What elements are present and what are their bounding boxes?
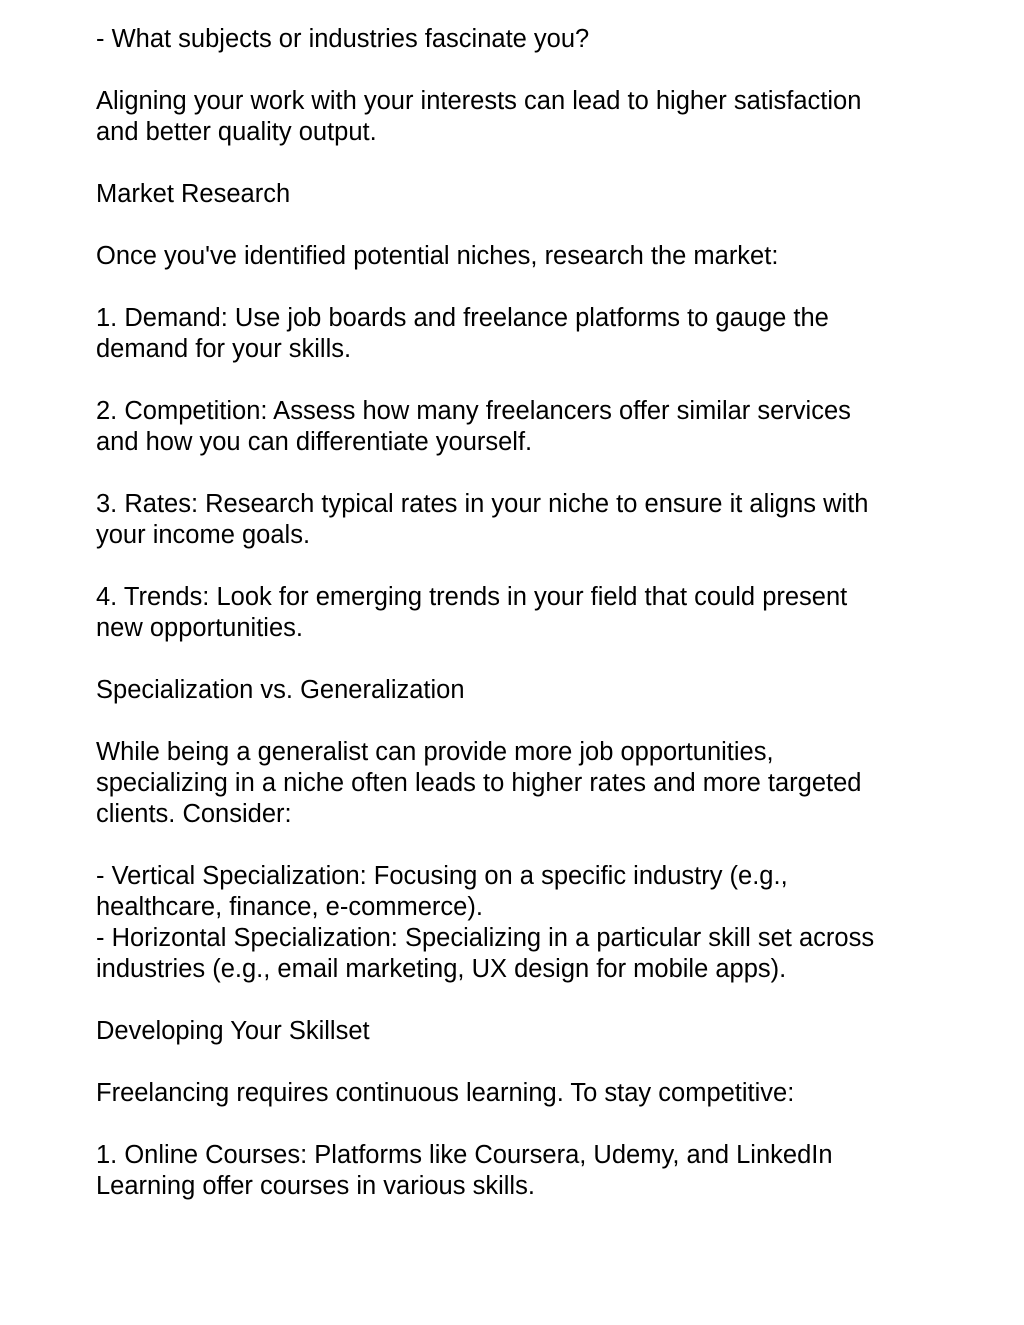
list-item-competition: 2. Competition: Assess how many freelancers offer similar services: [96, 397, 851, 425]
text-line: - What subjects or industries fascinate you?: [96, 25, 590, 53]
text-line: healthcare, finance, e-commerce).: [96, 893, 483, 921]
text-line: and better quality output.: [96, 118, 377, 146]
blank-line: [96, 148, 926, 179]
blank-line: [96, 1047, 926, 1078]
blank-line: [96, 210, 926, 241]
blank-line: [96, 272, 926, 303]
blank-line: [96, 1109, 926, 1140]
blank-line: [96, 644, 926, 675]
text-line: new opportunities.: [96, 614, 303, 642]
text-line: Learning offer courses in various skills.: [96, 1172, 535, 1200]
text-line: specializing in a niche often leads to higher rates and more targeted: [96, 769, 862, 797]
list-item-vertical: - Vertical Specialization: Focusing on a specific industry (e.g.,: [96, 862, 788, 890]
list-item-rates: 3. Rates: Research typical rates in your niche to ensure it aligns with: [96, 490, 869, 518]
section-heading-specialization: Specialization vs. Generalization: [96, 676, 465, 704]
list-item-horizontal: - Horizontal Specialization: Specializing in a particular skill set across: [96, 924, 875, 952]
text-line: your income goals.: [96, 521, 311, 549]
text-line: clients. Consider:: [96, 800, 292, 828]
blank-line: [96, 365, 926, 396]
text-line: Once you've identified potential niches, research the market:: [96, 242, 779, 270]
document-page: [96, 24, 926, 1202]
text-line: and how you can differentiate yourself.: [96, 428, 533, 456]
text-line: Aligning your work with your interests can lead to higher satisfaction: [96, 87, 862, 115]
blank-line: [96, 55, 926, 86]
text-line: industries (e.g., email marketing, UX design for mobile apps).: [96, 955, 787, 983]
list-item-online-courses: 1. Online Courses: Platforms like Coursera, Udemy, and LinkedIn: [96, 1141, 833, 1169]
text-line: While being a generalist can provide more job opportunities,: [96, 738, 774, 766]
text-line: Freelancing requires continuous learning. To stay competitive:: [96, 1079, 795, 1107]
blank-line: [96, 985, 926, 1016]
blank-line: [96, 551, 926, 582]
blank-line: [96, 706, 926, 737]
blank-line: [96, 458, 926, 489]
section-heading-skillset: Developing Your Skillset: [96, 1017, 370, 1045]
section-heading-market-research: Market Research: [96, 180, 291, 208]
blank-line: [96, 830, 926, 861]
list-item-demand: 1. Demand: Use job boards and freelance platforms to gauge the: [96, 304, 829, 332]
text-line: demand for your skills.: [96, 335, 352, 363]
list-item-trends: 4. Trends: Look for emerging trends in your field that could present: [96, 583, 848, 611]
